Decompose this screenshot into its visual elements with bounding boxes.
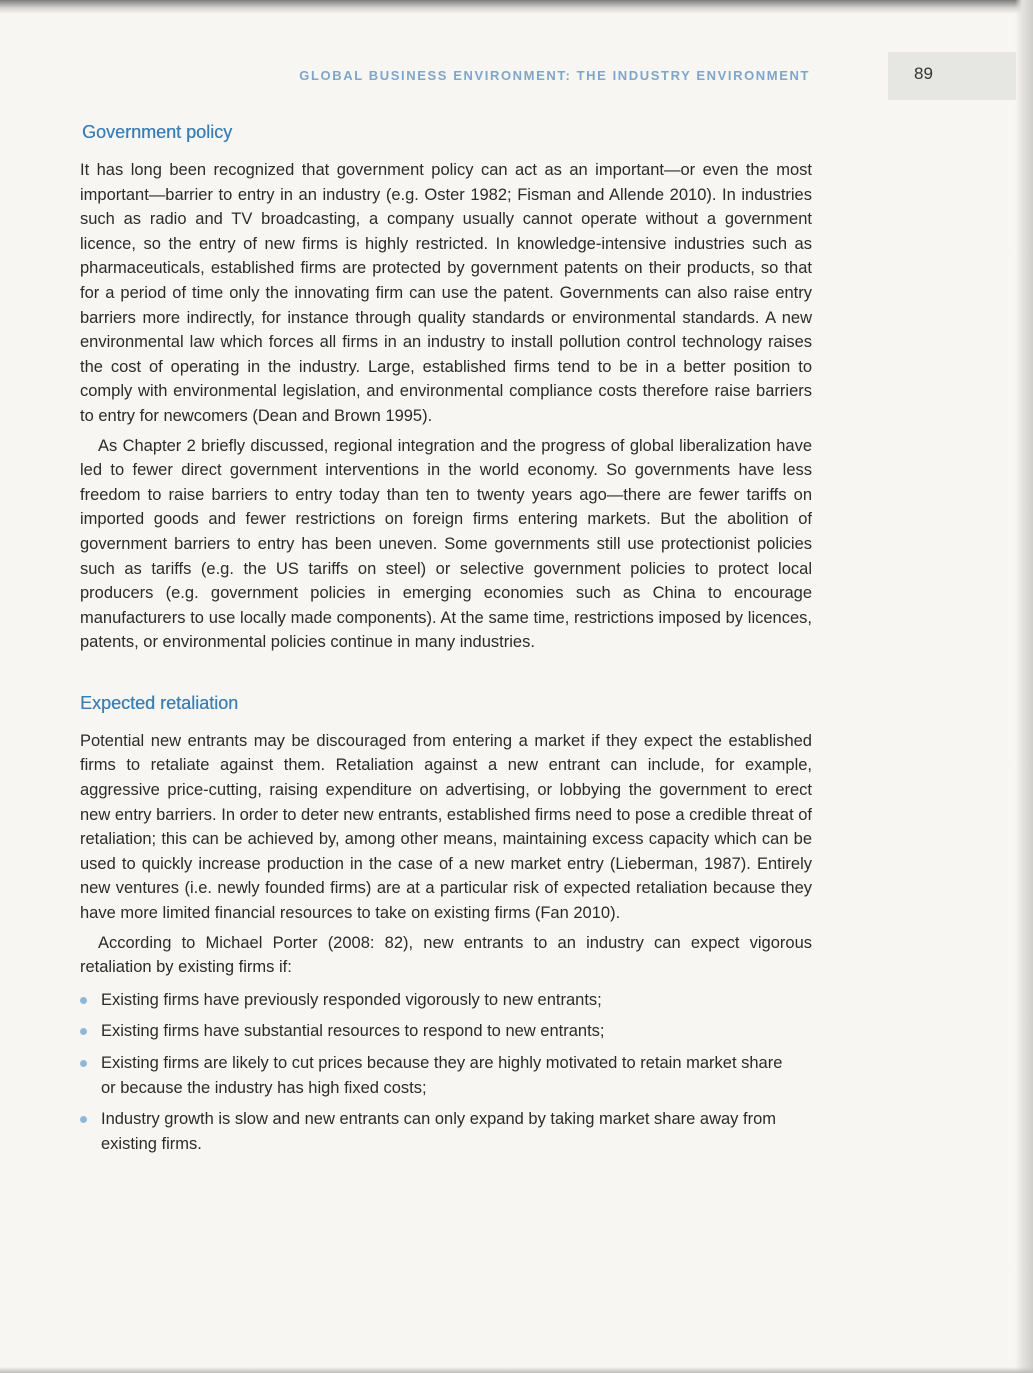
list-item-text: Existing firms have previously responded vigorously to new entrants; xyxy=(101,990,602,1009)
running-head: GLOBAL BUSINESS ENVIRONMENT: THE INDUSTRY ENVIRONMENT xyxy=(299,68,810,83)
bullet-icon xyxy=(80,1060,87,1067)
page-body xyxy=(80,122,812,1163)
paragraph: According to Michael Porter (2008: 82), new entrants to an industry can expect vigorous retaliation by existing firms if: xyxy=(80,933,812,977)
bullet-list xyxy=(80,988,812,1157)
paragraph: Potential new entrants may be discouraged from entering a market if they expect the established firms to retaliate against them. Retaliation against a new entrant can include, for example, aggressive price-cutting, raising expenditure on advertising, or lobbying the government to erect new entry barriers. In order to deter new entrants, established firms need to pose a credible threat of retaliation; this can be achieved by, among other means, maintaining excess capacity which can be used to quickly increase production in the case of a new market entry (Lieberman, 1987). Entirely new ventures (i.e. newly founded firms) are at a particular risk of expected retaliation because they have more limited financial resources to take on existing firms (Fan 2010). xyxy=(80,731,812,923)
list-item xyxy=(80,1107,791,1156)
page-number: 89 xyxy=(914,64,933,83)
scan-shadow-right xyxy=(1015,0,1033,1373)
section-heading-government-policy: Government policy xyxy=(82,122,233,142)
paragraph: It has long been recognized that government policy can act as an important—or even the most important—barrier to entry in an industry (e.g. Oster 1982; Fisman and Allende 2010). In industries such as radio and TV broadcasting, a company usually cannot operate without a government licence, so the entry of new firms is highly restricted. In knowledge-intensive industries such as pharmaceuticals, established firms are protected by government patents on their products, so that for a period of time only the innovating firm can use the patent. Governments can also raise entry barriers more indirectly, for instance through quality standards or environmental standards. A new environmental law which forces all firms in an industry to install pollution control technology raises the cost of operating in the industry. Large, established firms tend to be in a better position to comply with environmental legislation, and environmental compliance costs therefore raise barriers to entry for newcomers (Dean and Brown 1995). xyxy=(80,161,812,425)
list-item-text: Existing firms have substantial resources to respond to new entrants; xyxy=(101,1022,605,1041)
list-item-text: Existing firms are likely to cut prices because they are highly motivated to retain market share or because the industry has high fixed costs; xyxy=(101,1054,783,1097)
bullet-icon xyxy=(80,1028,87,1035)
bullet-icon xyxy=(80,997,87,1004)
scan-shadow-top xyxy=(0,0,1033,14)
list-item-text: Industry growth is slow and new entrants can only expand by taking market share away from existing firms. xyxy=(101,1110,777,1153)
bullet-icon xyxy=(80,1116,87,1123)
list-item xyxy=(80,1019,791,1044)
scan-shadow-bottom xyxy=(0,1367,1033,1373)
paragraph: As Chapter 2 briefly discussed, regional integration and the progress of global liberalization have led to fewer direct government interventions in the world economy. So governments have less freedom to raise barriers to entry today than ten to twenty years ago—there are fewer tariffs on imported goods and fewer restrictions on foreign firms entering markets. But the abolition of government barriers to entry has been uneven. Some governments still use protectionist policies such as tariffs (e.g. the US tariffs on steel) or selective government policies to protect local producers (e.g. government policies in emerging economies such as China to encourage manufacturers to use locally made components). At the same time, restrictions imposed by licences, patents, or environmental policies continue in many industries. xyxy=(80,436,812,652)
list-item xyxy=(80,1051,791,1100)
section-heading-expected-retaliation: Expected retaliation xyxy=(80,692,239,713)
page-number-box xyxy=(888,52,1016,100)
list-item xyxy=(80,988,791,1013)
